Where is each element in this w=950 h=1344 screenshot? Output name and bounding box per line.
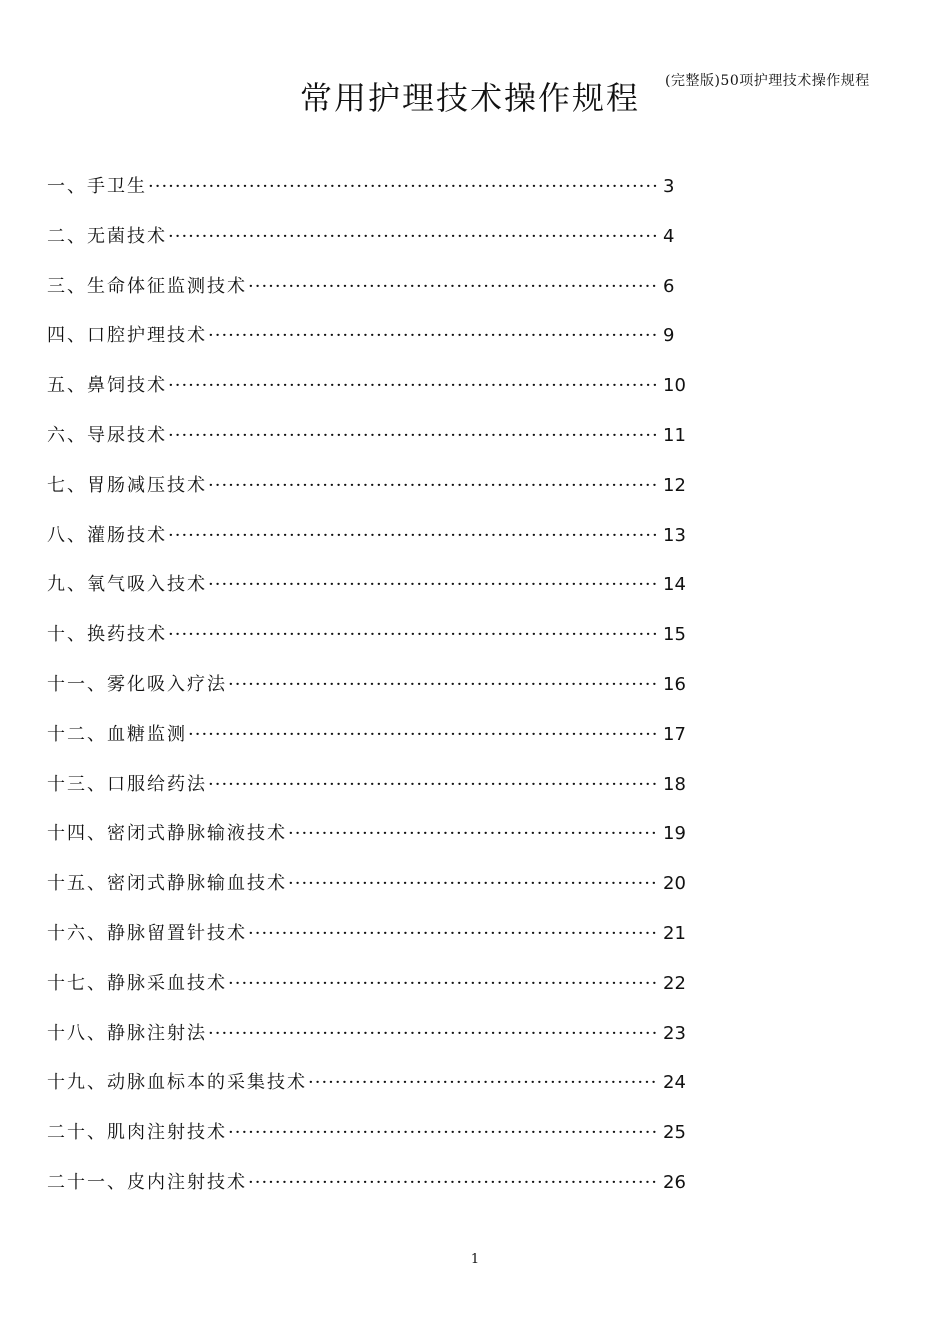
toc-entry [47,471,707,521]
toc-entry-page: 18 [663,773,686,795]
toc-entry [47,321,707,371]
toc-entry-label: 二、无菌技术 [47,225,167,247]
toc-entry-label: 十八、静脉注射法 [47,1022,207,1044]
page-title: 常用护理技术操作规程 [300,79,641,117]
toc-entry [47,1019,707,1069]
toc-entry [47,371,707,421]
toc-entry-label: 十、换药技术 [47,624,167,646]
dot-leader [208,774,659,795]
toc-entry-page: 22 [663,972,686,994]
toc-entry [47,819,707,869]
toc-entry-page: 12 [663,474,686,496]
dot-leader [168,525,659,546]
dot-leader [248,276,659,297]
toc-entry [47,969,707,1019]
dot-leader [228,674,659,695]
toc-entry-page: 20 [663,873,686,895]
toc-entry [47,770,707,820]
dot-leader [208,325,659,346]
dot-leader [228,973,659,994]
dot-leader [168,375,659,396]
toc-entry-label: 六、导尿技术 [47,424,167,446]
toc-entry-page: 6 [663,275,675,297]
dot-leader [308,1072,659,1093]
toc-entry-page: 10 [663,375,686,397]
toc-entry-page: 26 [663,1171,686,1193]
toc-entry-page: 25 [663,1122,686,1144]
toc-entry-page: 19 [663,823,686,845]
toc-entry [47,421,707,471]
toc-entry [47,570,707,620]
page-number: 1 [470,1252,480,1267]
toc-entry-label: 三、生命体征监测技术 [47,275,247,297]
dot-leader [248,923,659,944]
toc-entry-label: 五、鼻饲技术 [47,375,167,397]
dot-leader [208,574,659,595]
dot-leader [168,425,659,446]
toc-entry [47,720,707,770]
toc-entry-page: 14 [663,574,686,596]
toc-entry-label: 十三、口服给药法 [47,773,207,795]
table-of-contents [47,172,707,1218]
toc-entry-label: 十五、密闭式静脉输血技术 [47,873,287,895]
dot-leader [288,823,659,844]
toc-entry-label: 四、口腔护理技术 [47,325,207,347]
toc-entry-label: 十二、血糖监测 [47,723,187,745]
toc-entry [47,172,707,222]
toc-entry-page: 16 [663,673,686,695]
toc-entry-label: 十九、动脉血标本的采集技术 [47,1072,307,1094]
toc-entry-label: 二十、肌肉注射技术 [47,1122,227,1144]
dot-leader [248,1172,659,1193]
toc-entry-label: 二十一、皮内注射技术 [47,1171,247,1193]
toc-entry-page: 9 [663,325,675,347]
toc-entry-page: 13 [663,524,686,546]
toc-entry [47,521,707,571]
toc-entry-label: 十六、静脉留置针技术 [47,922,247,944]
toc-entry [47,620,707,670]
dot-leader [208,1023,659,1044]
dot-leader [228,1122,659,1143]
toc-entry-page: 21 [663,922,686,944]
toc-entry-label: 十四、密闭式静脉输液技术 [47,823,287,845]
dot-leader [168,226,659,247]
toc-entry-label: 七、胃肠减压技术 [47,474,207,496]
dot-leader [148,176,659,197]
toc-entry-label: 八、灌肠技术 [47,524,167,546]
toc-entry-page: 23 [663,1022,686,1044]
toc-entry-page: 3 [663,176,675,197]
toc-entry [47,222,707,272]
toc-entry [47,1068,707,1118]
toc-entry [47,1118,707,1168]
toc-entry-page: 15 [663,624,686,646]
dot-leader [168,624,659,645]
toc-entry-page: 4 [663,225,675,247]
toc-entry [47,272,707,322]
toc-entry-page: 24 [663,1072,686,1094]
toc-entry [47,869,707,919]
dot-leader [208,475,659,496]
toc-entry-label: 九、氧气吸入技术 [47,574,207,596]
header-note: (完整版)50项护理技术操作规程 [665,73,870,89]
toc-entry [47,670,707,720]
toc-entry [47,1168,707,1218]
toc-entry-label: 一、手卫生 [47,176,147,197]
toc-entry [47,919,707,969]
dot-leader [288,873,659,894]
toc-entry-page: 11 [663,424,686,446]
dot-leader [188,724,659,745]
toc-entry-label: 十一、雾化吸入疗法 [47,673,227,695]
toc-entry-label: 十七、静脉采血技术 [47,972,227,994]
toc-entry-page: 17 [663,723,686,745]
